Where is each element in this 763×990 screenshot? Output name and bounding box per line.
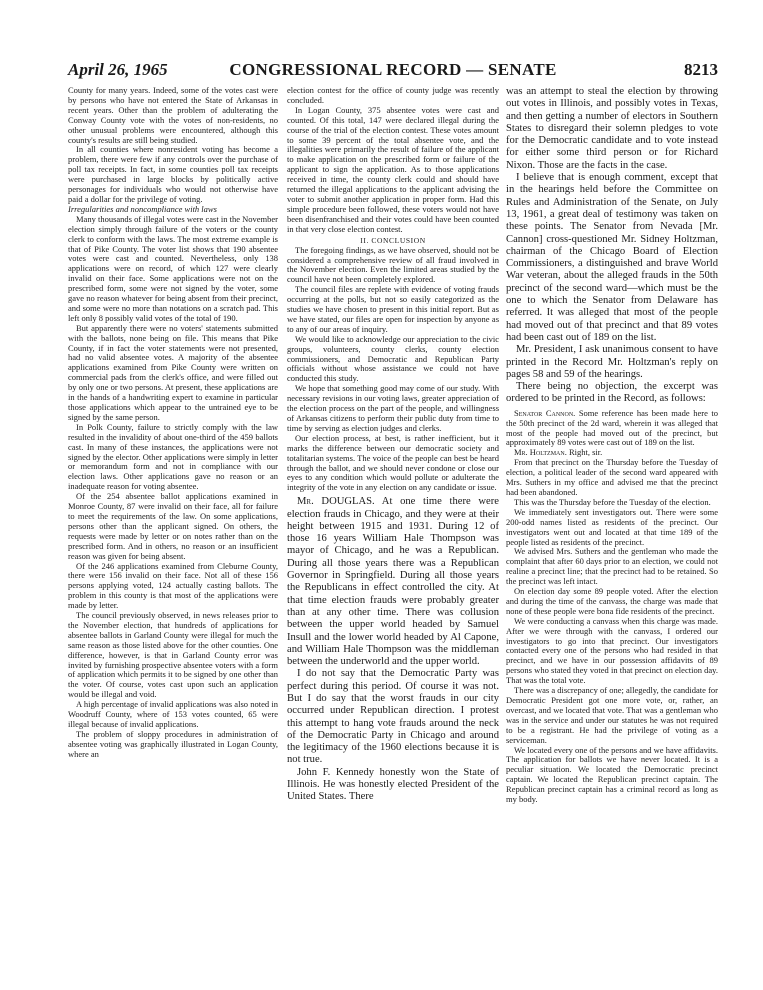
paragraph: Of the 246 applications examined from Cleburne County, there were 156 invalid on their face. Not all of these 156 persons applying voted, 124 actually casting ballots. The problem in this county is that most of the applications were made by letter. bbox=[68, 560, 278, 611]
speaker-name: Mr. DOUGLAS. bbox=[297, 496, 375, 508]
speaker-name: Senator Cannon. bbox=[514, 407, 576, 418]
paragraph: The council files are replete with evidence of voting frauds occurring at the polls, but not so easily categorized as the studies we have chosen to present in this initial report. But as we have stated, our files are open for inspection by anyone as to any of our areas of inquiry. bbox=[287, 284, 499, 334]
paragraph: election contest for the office of county judge was recently concluded. bbox=[287, 86, 499, 105]
column-left bbox=[68, 86, 278, 976]
section-subheading: Irregularities and noncompliance with laws bbox=[68, 203, 217, 214]
paragraph: Our election process, at best, is rather inefficient, but it marks the difference between our democratic society and totalitarian systems. The voice of the people can best be heard through the ballot, and we should never condone or close our eyes to any condition which would pollute or adulterate the integrity of the vote in any election on any candidate or issue. bbox=[287, 432, 499, 493]
speech-paragraph: There being no objection, the excerpt was ordered to be printed in the Record, as follows: bbox=[506, 381, 718, 405]
speech-paragraph: John F. Kennedy honestly won the State of Illinois. He was honestly elected President of the United States. There bbox=[287, 766, 499, 803]
paragraph: In Logan County, 375 absentee votes were cast and counted. Of this total, 147 were declared illegal during the course of the trial of the election contest. These votes amount to some 39 percent of the total absentee vote, and the illegalities were primarily the result of failure of the applicant to make application on the prescribed form or failure of the applicant to sign the application. As to those applications received in time, the county clerk could and should have returned the illegal applications to the applicant advising the voter to submit another application in proper form. Had this simple procedure been followed, these voters would not have been disenfranchised and their votes could have been counted in that very close election contest. bbox=[287, 104, 499, 234]
excerpt-paragraph: From that precinct on the Thursday before the Tuesday of election, a political leader of the second ward appeared with Mrs. Suthers in my office and advised me that the precinct had been abandoned. bbox=[506, 457, 718, 497]
excerpt-text: Right, sir. bbox=[568, 447, 603, 458]
excerpt-paragraph: This was the Thursday before the Tuesday of the election. bbox=[514, 496, 711, 507]
paragraph: In all counties where nonresident voting has become a problem, there were few if any controls over the purchase of poll tax receipts. In fact, in some counties poll tax receipts were purchased in large blocks by politically active personages for individuals who would not otherwise have paid a dollar for the privilege of voting. bbox=[68, 144, 278, 204]
paragraph: But apparently there were no voters' statements submitted with the ballots, none being on file. This means that Pike County, if in fact the voter statements were not presented, had no valid absentee votes. A majority of the absentee applications examined from Pike County were written on commercial pads from the clerk's office, and were filled out by only one or two persons. At present, these applications are in the hands of a handwriting expert to examine in particular those applications which appear to the untrained eye to be signed by the same person. bbox=[68, 322, 278, 422]
speech-paragraph: was an attempt to steal the election by throwing out votes in Illinois, and possibly votes in Texas, and then getting a number of electors in Southern States to disregard their solemn pledges to vote for the Democratic candidate and to vote instead for either some third person or for Richard Nixon. Those are the facts in the case. bbox=[506, 86, 718, 171]
column-right bbox=[506, 86, 718, 951]
excerpt-text: Some reference has been made here to the 50th precinct of the 2d ward, wherein it was alleged that most of the people had moved out of the precinct, but approximately 89 votes were cast out of 189 on the list. bbox=[506, 407, 718, 448]
publication-title: CONGRESSIONAL RECORD — SENATE bbox=[229, 60, 557, 79]
paragraph: Many thousands of illegal votes were cast in the November election simply through failure of the voters or the county clerk to conform with the laws. The most extreme example is that of Pike County. The voter list shows that 190 absentee votes were cast and counted. Nevertheless, only 138 applications were on record, of which 127 were clearly invalid on their face. Some applications were not on the prescribed form, some were not signed by the voter, some gave no reason whatever for being absent from their precinct, and some were no more than notations on a scratch pad. This left only 8 possibly valid votes of the total of 190. bbox=[68, 213, 278, 323]
paragraph: The problem of sloppy procedures in administration of absentee voting was graphically illustrated in Logan County, where an bbox=[68, 728, 278, 759]
column-middle bbox=[287, 86, 499, 981]
paragraph: We would like to acknowledge our appreciation to the civic groups, volunteers, county clerks, county election commissioners, and Democratic and Republican Party officials without whose assistance we could not have conducted this study. bbox=[287, 333, 499, 384]
excerpt-paragraph: We immediately sent investigators out. There were some 200-odd names listed as residents of the precinct. Our investigators went out and located at that time 189 of the people listed as residents of the precinct. bbox=[506, 506, 718, 547]
paragraph: The foregoing findings, as we have observed, should not be considered a comprehensive review of all fraud involved in the November election. Even the limited areas studied by the council have not been completely explored. bbox=[287, 244, 499, 285]
paragraph: The council previously observed, in news releases prior to the November election, that hundreds of applications for absentee ballots in Garland County were illegal for much the same reason as those listed above for the other counties. One difference, however, is that in Garland County error was invited by furnishing prospective absentee voters with a form of application which permits it to be signed by one other than the voter. Of course, votes cast upon such an application would be illegal and void. bbox=[68, 610, 278, 700]
excerpt-paragraph: We located every one of the persons and we have affidavits. The application for ballots we have never located. It is a peculiar situation. We located the Democratic precinct captain. We located the Republican precinct captain. The Republican precinct captain has a criminal record as long as my body. bbox=[506, 744, 718, 805]
speech-paragraph bbox=[287, 496, 499, 668]
excerpt-paragraph: We advised Mrs. Suthers and the gentleman who made the complaint that after 60 days prior to an election, we could not realine a precinct line; that the precinct had to be retained. So the precinct was left intact. bbox=[506, 546, 718, 587]
excerpt-paragraph: On election day some 89 people voted. After the election and during the time of the canvass, the charge was made that none of these people were bona fide residents of the precinct. bbox=[506, 586, 718, 616]
page-header bbox=[68, 60, 718, 84]
paragraph: In Polk County, failure to strictly comply with the law resulted in the invalidity of about one-third of the 459 ballots cast. In many of these instances, the applications were not signed by the elector. Other applications were simply in letter or memorandum form and not in compliance with our election laws. Other applications gave no reason or an inadequate reason for voting absentee. bbox=[68, 421, 278, 492]
paragraph: A high percentage of invalid applications was also noted in Woodruff County, where of 153 votes counted, 65 were illegal because of invalid applications. bbox=[68, 699, 278, 729]
excerpt-paragraph bbox=[506, 409, 718, 449]
speech-paragraph: I believe that is enough comment, except that in the hearings held before the Committee on Rules and Administration of the Senate, on July 13, 1961, a great deal of testimony was taken on these points. The Senator from Nevada [Mr. Cannon] cross-questioned Mr. Sidney Holtzman, chairman of the Chicago Board of Election Commissioners, a distinguished and brave World War veteran, about the alleged frauds in the 50th precinct of the second ward—which must be the one to which the Senator from Delaware has referred. It was alleged that most of the people had moved out of that precinct and that 89 votes had been cast out of 189 on the list. bbox=[506, 172, 718, 343]
paragraph: County for many years. Indeed, some of the votes cast were by persons who have not entered the State of Arkansas in recent years. Other than the problem of adulterating the Conway County vote with the votes of non-residents, no other unusual problems were encountered, although this county's results are still being studied. bbox=[68, 86, 278, 145]
speaker-name: Mr. Holtzman. bbox=[514, 447, 567, 458]
speech-text: At one time there were election frauds in Chicago, and they were at their height between 1915 and 1931. During 12 of those 16 years William Hale Thompson was mayor of Chicago, and he was a Republican. During all those years there was a Republican Governor in Springfield. During all those years the Republicans in effect controlled the city. At that time election frauds were probably greater than at any other time. There was collusion between the upper world headed by Samuel Insull and the lower world headed by Al Capone, and William Hale Thompson was the middleman between the underworld and the upper world. bbox=[287, 496, 499, 668]
issue-date: April 26, 1965 bbox=[68, 60, 168, 79]
section-heading-conclusion: II. CONCLUSION bbox=[360, 235, 426, 245]
excerpt-paragraph: There was a discrepancy of one; allegedly, the candidate for Democratic President got one more vote, or, rather, an overcast, and we located that vote. That was a gentleman who was in the service and under our statutes he was not required to be a registrant. He had the privilege of voting as a serviceman. bbox=[506, 685, 718, 745]
excerpt-paragraph: We were conducting a canvass when this charge was made. After we were through with the canvass, I ordered our investigators to go into that precinct. Our investigators contacted every one of the persons who had resided in that precinct, and we have in our possession affidavits of 89 persons who stated they voted in that precinct on election day. That was the total vote. bbox=[506, 615, 718, 686]
page-number: 8213 bbox=[684, 60, 718, 79]
speech-paragraph: I do not say that the Democratic Party was perfect during this period. Of course it was not. But I do say that the worst frauds in our city occurred under Republican direction. I protest this attempt to hang vote frauds around the neck of the Democratic Party in Chicago and around the legitimacy of the 1960 elections because it is not true. bbox=[287, 668, 499, 766]
paragraph: Of the 254 absentee ballot applications examined in Monroe County, 87 were invalid on their face, all for failure to meet the requirements of the law. On some applications, persons other than the applicant signed. On others, the requests were made by letter or on notes rather than on the prescribed form. And in others, no reason or an insufficient reason was given for being absent. bbox=[68, 491, 278, 561]
speech-paragraph: Mr. President, I ask unanimous consent to have printed in the Record Mr. Holtzman's reply on pages 58 and 59 of the hearings. bbox=[506, 344, 718, 380]
paragraph: We hope that something good may come of our study. With necessary revisions in our voting laws, greater appreciation of the election process on the part of the people, and willingness of Arkansas citizens to perform their public duty from time to time by serving as election judges and clerks. bbox=[287, 383, 499, 433]
